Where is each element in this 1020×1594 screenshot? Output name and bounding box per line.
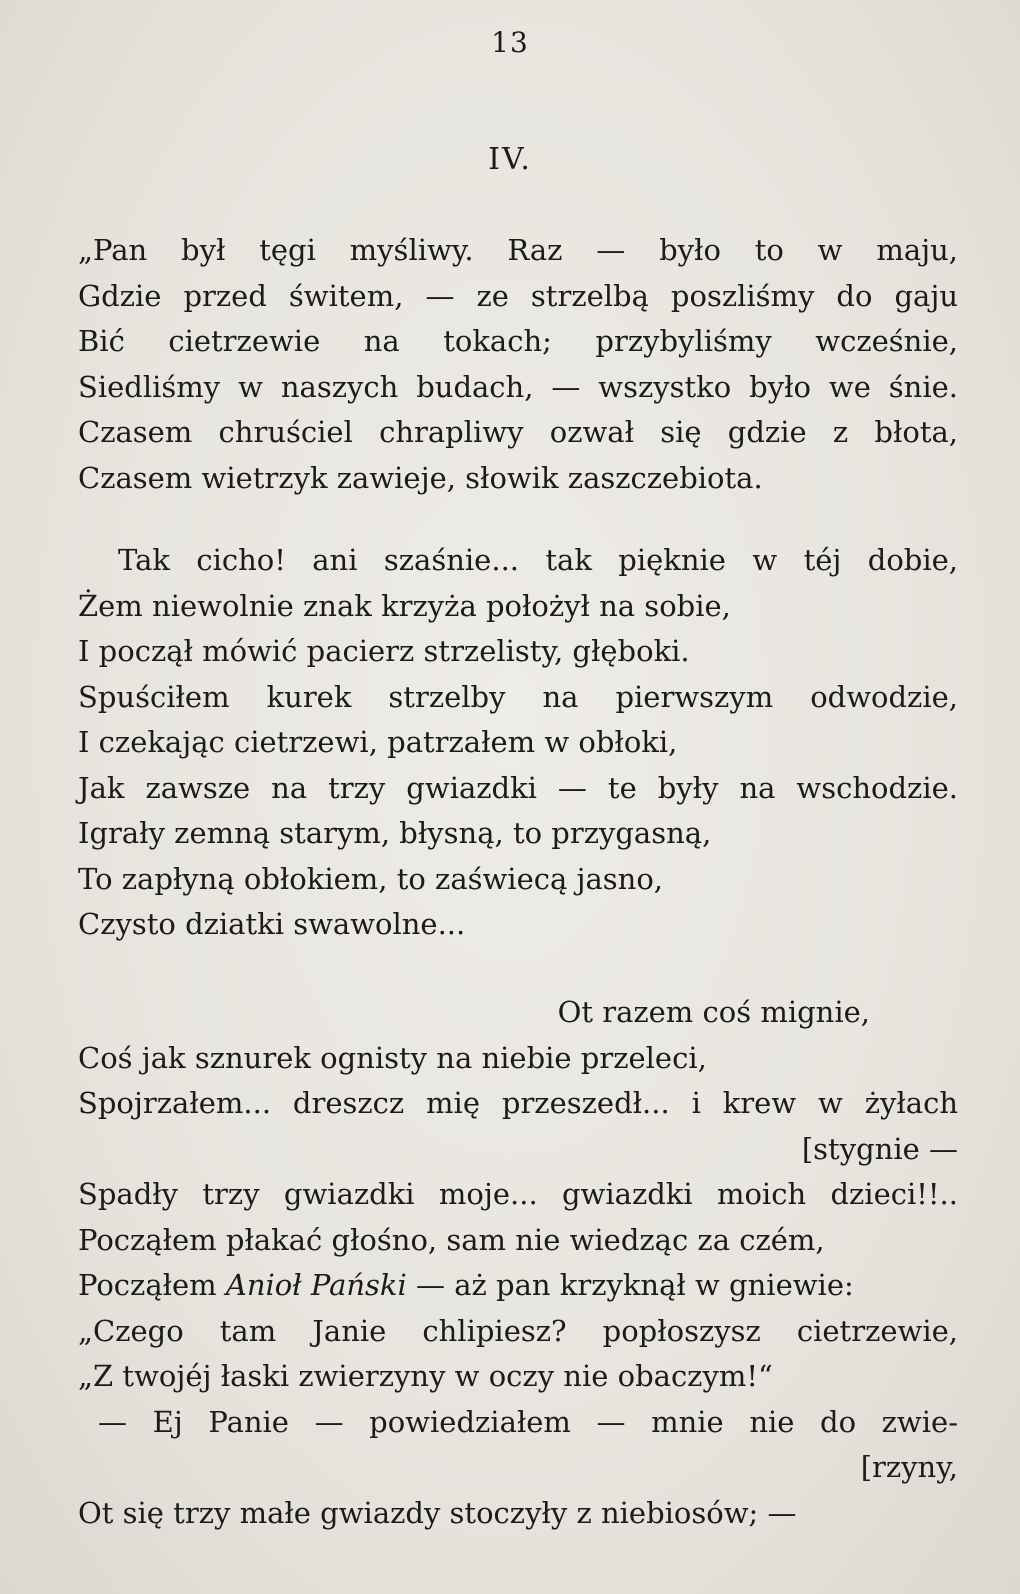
page-number: 13 (491, 26, 529, 59)
verse-line: — Ej Panie — powiedziałem — mnie nie do zwie- (98, 1404, 958, 1439)
verse-line: Ot razem coś mignie, (557, 995, 870, 1029)
verse-line: „Pan był tęgi myśliwy. Raz — było to w maju, (78, 233, 958, 267)
verse-line: Siedliśmy w naszych budach, — wszystko było we śnie. (78, 369, 958, 404)
verse-line: „Czego tam Janie chlipiesz? popłoszysz cietrzewie, (78, 1313, 958, 1348)
section-heading: IV. (488, 142, 532, 177)
verse-line: Spojrzałem... dreszcz mię przeszedł... i krew w żyłach (78, 1086, 958, 1120)
verse-line: „Z twojéj łaski zwierzyny w oczy nie obaczym!“ (78, 1359, 773, 1393)
verse-line: I czekając cietrzewi, patrzałem w obłoki, (78, 725, 678, 759)
verse-line: Jak zawsze na trzy gwiazdki — te były na wschodzie. (78, 770, 958, 805)
stanza-2 (78, 538, 958, 948)
verse-line: Spuściłem kurek strzelby na pierwszym odwodzie, (78, 679, 958, 714)
verse-line: Ot się trzy małe gwiazdy stoczyły z niebiosów; — (78, 1495, 797, 1530)
verse-line: Czasem wietrzyk zawieje, słowik zaszczebiota. (78, 460, 763, 495)
verse-line: Czysto dziatki swawolne... (78, 907, 466, 941)
verse-line: Coś jak sznurek ognisty na niebie przeleci, (78, 1040, 707, 1075)
verse-line: Począłem płakać głośno, sam nie wiedząc za czém, (78, 1222, 825, 1257)
verse-line: To zapłyną obłokiem, to zaświecą jasno, (78, 861, 664, 896)
stanza-1 (78, 228, 958, 501)
verse-line: [rzyny, (860, 1450, 958, 1484)
verse-line: Gdzie przed świtem, — ze strzelbą poszliśmy do gaju (78, 278, 958, 313)
verse-line: Bić cietrzewie na tokach; przybyliśmy wcześnie, (78, 324, 958, 358)
stanza-3 (78, 990, 958, 1536)
verse-line: [stygnie — (801, 1131, 958, 1166)
verse-line: Czasem chruściel chrapliwy ozwał się gdzie z błota, (78, 415, 958, 449)
verse-line: I począł mówić pacierz strzelisty, głęboki. (78, 634, 690, 668)
verse-line-with-italic (78, 1263, 958, 1309)
verse-text: Począłem (78, 1268, 217, 1302)
italic-title: Anioł Pański (225, 1268, 407, 1302)
verse-text: — aż pan krzyknął w gniewie: (416, 1268, 854, 1302)
verse-line: Spadły trzy gwiazdki moje... gwiazdki moich dzieci!!.. (78, 1177, 958, 1211)
verse-line: Igrały zemną starym, błysną, to przygasną, (78, 816, 712, 850)
verse-line: Tak cicho! ani szaśnie... tak pięknie w téj dobie, (118, 543, 958, 577)
verse-line: Żem niewolnie znak krzyża położył na sobie, (78, 588, 731, 623)
